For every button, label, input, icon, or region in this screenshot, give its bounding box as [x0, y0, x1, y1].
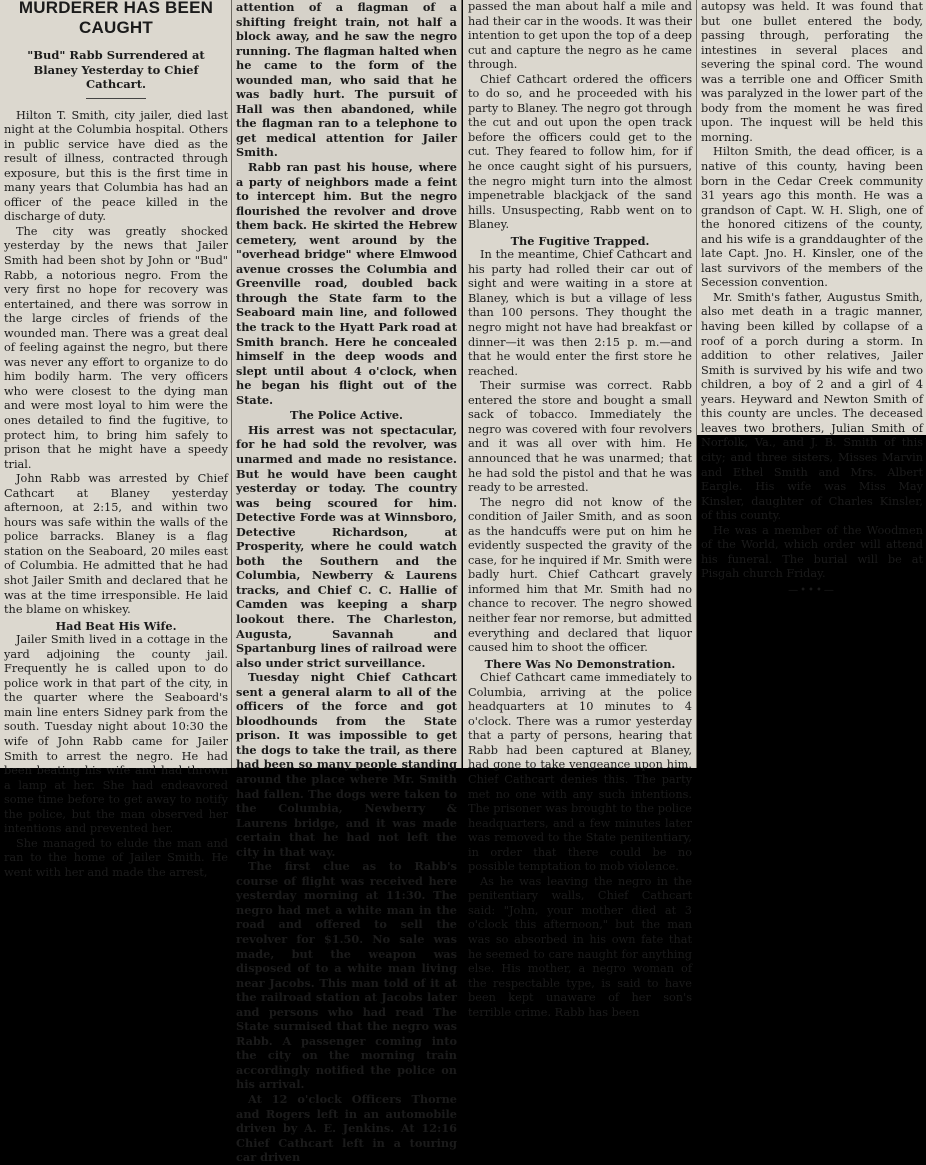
paragraph: Tuesday night Chief Cathcart sent a general alarm to all of the officers of the force and got bloodhounds from the State prison. It was impossible to get the dogs to take the trail, as there had been so many people standing around the place where Mr. Smith had fallen. The dogs were taken to the Columbia, Newberry & Laurens bridge, and it was made certain that he had not left the city in that way.	[236, 670, 457, 859]
paragraph: The first clue as to Rabb's course of flight was received here yesterday morning at 11:30. The negro had met a white man in the road and offered to sell the revolver for $1.50. No sale was made, but the weapon was disposed of to a white man living near Jacobs. This man told of it at the railroad station at Jacobs later and persons who had read The State surmised that the negro was Rabb. A passenger coming into the city on the morning train accordingly notified the police on his arrival.	[236, 859, 457, 1092]
paragraph: At 12 o'clock Officers Thorne and Rogers left in an automobile driven by A. E. Jenkins. At 12:16 Chief Cathcart left in a touring car driven	[236, 1092, 457, 1165]
paragraph: Jailer Smith lived in a cottage in the yard adjoining the county jail. Frequently he is called upon to do police work in that part of the city, in the quarter where the Seaboard's main line enters Sidney park from the south. Tuesday night about 10:30 the wife of John Rabb came for Jailer Smith to arrest the negro. He had been beating his wife and had thrown a lamp at her. She had endeavored some time before to get away to notify the police, but the man observed her intentions and prevented her.	[4, 633, 228, 836]
paragraph: Mr. Smith's father, Augustus Smith, also met death in a tragic manner, having been killed by collapse of a roof of a porch during a storm. In addition to other relatives, Jailer Smith is survived by his wife and two children, a boy of 2 and a girl of 4 years. Heyward and Newton Smith of this county are uncles. The deceased leaves two brothers, Julian Smith of Norfolk, Va., and J. B. Smith of this city; and three sisters, Misses Marvin and Ethel Smith and Mrs. Albert Eargle. His wife was Miss May Kinsler, daughter of Charles Kinsler, of this county.	[701, 290, 923, 523]
paragraph: In the meantime, Chief Cathcart and his party had rolled their car out of sight and were waiting in a store at Blaney, which is but a village of less than 100 persons. They thought the negro might not have had breakfast or dinner—it was then 2:15 p. m.—and that he would enter the first store he reached.	[468, 248, 692, 378]
paragraph: He was a member of the Woodmen of the World, which order will attend his funeral. The burial will be at Pisgah church Friday.	[701, 523, 923, 581]
end-rule: —•••—	[788, 584, 836, 596]
paragraph: As he was leaving the negro in the penitentiary walls, Chief Cathcart said: "John, your mother died at 3 o'clock this afternoon," but the man was so absorbed in his own fate that he seemed to care naught for anything else. His mother, a negro woman of the respectable type, is said to have been kept unaware of her son's terrible crime. Rabb has been	[468, 874, 692, 1019]
column-1	[0, 0, 231, 879]
deck-rule	[86, 98, 146, 99]
paragraph: Their surmise was correct. Rabb entered the store and bought a small sack of tobacco. Immediately the negro was covered with four revolvers and it was all over with him. He announced that he was unarmed; that he had sold the pistol and that he was ready to be arrested.	[468, 379, 692, 495]
subheading: Had Beat His Wife.	[55, 618, 177, 633]
column-4	[697, 0, 926, 596]
paragraph: The negro did not know of the condition of Jailer Smith, and as soon as the handcuffs were put on him he evidently suspected the gravity of the case, for he inquired if Mr. Smith were badly hurt. Chief Cathcart gravely informed him that Mr. Smith had no chance to recover. The negro showed neither fear nor remorse, but admitted everything and declared that liquor caused him to shoot the officer.	[468, 495, 692, 655]
paragraph: passed the man about half a mile and had their car in the woods. It was their intention to get upon the top of a deep cut and capture the negro as he came through.	[468, 0, 692, 72]
paragraph: Hilton T. Smith, city jailer, died last night at the Columbia hospital. Others in public service have died as the result of illness, contracted through exposure, but this is the first time in many years that Columbia has had an officer of the peace killed in the discharge of duty.	[4, 108, 228, 224]
paragraph: Rabb ran past his house, where a party of neighbors made a feint to intercept him. But the negro flourished the revolver and drove them back. He skirted the Hebrew cemetery, went around by the "overhead bridge" where Elmwood avenue crosses the Columbia and Greenville road, doubled back through the State farm to the Seaboard main line, and followed the track to the Hyatt Park road at Smith branch. Here he concealed himself in the deep woods and slept until about 4 o'clock, when he began his flight out of the State.	[236, 160, 457, 407]
paragraph: Chief Cathcart came immediately to Columbia, arriving at the police headquarters at 10 minutes to 4 o'clock. There was a rumor yesterday that a party of persons, hearing that Rabb had been captured at Blaney, had gone to take vengeance upon him. Chief Cathcart denies this. The party met no one with any such intentions. The prisoner was brought to the police headquarters, and a few minutes later was removed to the State penitentiary, in order that there could be no possible temptation to mob violence.	[468, 671, 692, 874]
paragraph: attention of a flagman of a shifting freight train, not half a block away, and he saw the negro running. The flagman halted when he came to the form of the wounded man, who said that he was badly hurt. The pursuit of Hall was then abandoned, while the flagman ran to a telephone to get medical attention for Jailer Smith.	[236, 0, 457, 160]
paragraph: His arrest was not spectacular, for he had sold the revolver, was unarmed and made no resistance. But he would have been caught yesterday or today. The country was being scoured for him. Detective Forde was at Winnsboro, Detective Richardson, at Prosperity, where he could watch both the Southern and the Columbia, Newberry & Laurens tracks, and Chief C. C. Hallie of Camden was keeping a sharp lookout there. The Charleston, Augusta, Savannah and Spartanburg lines of railroad were also under strict surveillance.	[236, 422, 457, 670]
paragraph: Chief Cathcart ordered the officers to do so, and he proceeded with his party to Blaney. The negro got through the cut and out upon the open track before the officers could get to the cut. They feared to follow him, for if he once caught sight of his pursuers, the negro might turn into the almost impenetrable blackjack of the sand hills. Unsuspecting, Rabb went on to Blaney.	[468, 72, 692, 232]
paragraph: autopsy was held. It was found that but one bullet entered the body, passing through, perforating the intestines in several places and severing the spinal cord. The wound was a terrible one and Officer Smith was paralyzed in the lower part of the body from the moment he was fired upon. The inquest will be held this morning.	[701, 0, 923, 144]
column-rule	[461, 0, 462, 768]
paragraph: Hilton Smith, the dead officer, is a native of this county, having been born in the Cedar Creek community 31 years ago this month. He was a grandson of Capt. W. H. Sligh, one of the honored citizens of the county, and his wife is a granddaughter of the late Capt. Jno. H. Kinsler, one of the last survivors of the members of the Secession convention.	[701, 145, 923, 290]
deck-subheadline: "Bud" Rabb Surrendered at Blaney Yesterday to Chief Cathcart.	[27, 48, 205, 91]
paragraph: She managed to elude the man and ran to the home of Jailer Smith. He went with her and made the arrest,	[4, 836, 228, 879]
paragraph: The city was greatly shocked yesterday by the news that Jailer Smith had been shot by John or "Bud" Rabb, a notorious negro. From the very first no hope for recovery was entertained, and there was sorrow in the large circles of friends of the wounded man. There was a great deal of feeling against the negro, but there was never any effort to organize to do him bodily harm. The very officers who were closest to the dying man and were most loyal to him were the ones detailed to find the fugitive, to protect him, to bring him safely to prison that he might have a speedy trial.	[4, 224, 228, 471]
subheading: The Police Active.	[290, 408, 403, 423]
subheading: The Fugitive Trapped.	[510, 233, 650, 248]
column-2	[232, 0, 461, 1165]
column-3	[463, 0, 696, 1019]
subheading: There Was No Demonstration.	[484, 656, 676, 671]
headline: MURDERER HAS BEEN CAUGHT	[18, 0, 214, 37]
paragraph: John Rabb was arrested by Chief Cathcart at Blaney yesterday afternoon, at 2:15, and within two hours was safe within the walls of the police barracks. Blaney is a flag station on the Seaboard, 20 miles east of Columbia. He admitted that he had shot Jailer Smith and declared that he was at the time irresponsible. He laid the blame on whiskey.	[4, 472, 228, 617]
